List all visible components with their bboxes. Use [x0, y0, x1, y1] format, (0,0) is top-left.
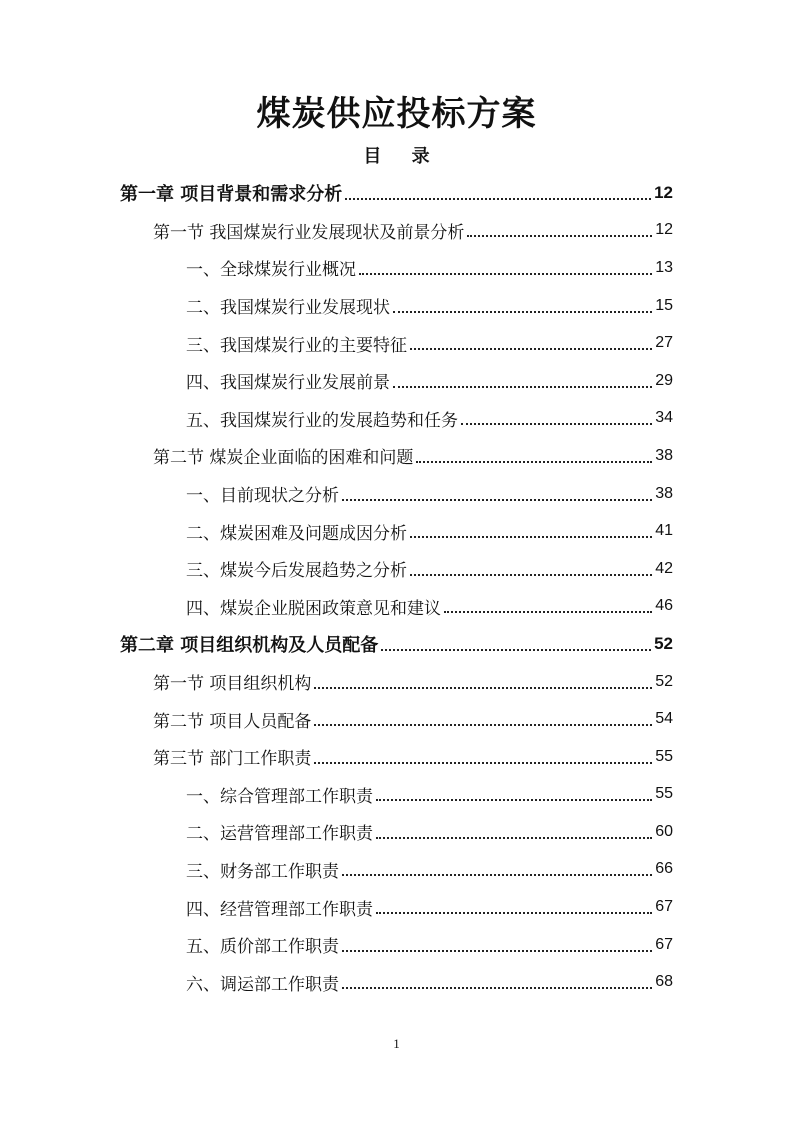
toc-entry-label: 四、经营管理部工作职责	[186, 899, 373, 920]
toc-entry-section[interactable]	[0, 663, 793, 701]
toc-entry-label: 第一节 项目组织机构	[153, 674, 312, 695]
page-number: 1	[393, 1036, 400, 1051]
toc-dot-leader	[393, 386, 652, 388]
toc-entry-chapter-1[interactable]	[0, 174, 793, 212]
toc-dot-leader	[342, 499, 652, 501]
toc-entry-subsection[interactable]	[0, 287, 793, 325]
toc-entry-page: 52	[655, 672, 673, 690]
toc-dot-leader	[376, 837, 652, 839]
toc-entry-subsection[interactable]	[0, 512, 793, 550]
toc-entry-page: 55	[655, 747, 673, 765]
table-of-contents	[0, 174, 793, 1001]
toc-dot-leader	[314, 762, 652, 764]
toc-entry-label: 四、煤炭企业脱困政策意见和建议	[186, 598, 441, 619]
toc-dot-leader	[410, 574, 652, 576]
toc-entry-subsection[interactable]	[0, 776, 793, 814]
toc-entry-label: 一、目前现状之分析	[186, 486, 339, 507]
toc-entry-page: 38	[655, 484, 673, 502]
toc-dot-leader	[342, 987, 652, 989]
toc-dot-leader	[314, 687, 652, 689]
toc-entry-page: 66	[655, 860, 673, 878]
toc-entry-section[interactable]	[0, 700, 793, 738]
document-title: 煤炭供应投标方案	[256, 94, 537, 134]
toc-entry-subsection[interactable]	[0, 888, 793, 926]
toc-entry-subsection[interactable]	[0, 362, 793, 400]
toc-entry-subsection[interactable]	[0, 813, 793, 851]
toc-entry-section[interactable]	[0, 437, 793, 475]
toc-entry-label: 二、运营管理部工作职责	[186, 824, 373, 845]
toc-entry-page: 52	[654, 633, 673, 653]
toc-entry-page: 67	[655, 935, 673, 953]
toc-entry-page: 46	[655, 597, 673, 615]
toc-dot-leader	[342, 874, 652, 876]
toc-entry-subsection[interactable]	[0, 550, 793, 588]
toc-entry-label: 第二节 项目人员配备	[153, 711, 312, 732]
toc-entry-section[interactable]	[0, 212, 793, 250]
toc-entry-page: 29	[655, 371, 673, 389]
toc-dot-leader	[376, 799, 652, 801]
toc-entry-label: 二、我国煤炭行业发展现状	[186, 298, 390, 319]
toc-entry-label: 一、全球煤炭行业概况	[186, 260, 356, 281]
toc-dot-leader	[416, 461, 652, 463]
toc-dot-leader	[342, 950, 652, 952]
toc-entry-subsection[interactable]	[0, 588, 793, 626]
toc-entry-page: 67	[655, 898, 673, 916]
toc-entry-page: 55	[655, 785, 673, 803]
toc-entry-label: 第一章 项目背景和需求分析	[120, 183, 343, 205]
toc-entry-label: 五、我国煤炭行业的发展趋势和任务	[186, 410, 458, 431]
toc-entry-subsection[interactable]	[0, 926, 793, 964]
toc-entry-page: 38	[655, 446, 673, 464]
toc-entry-label: 四、我国煤炭行业发展前景	[186, 373, 390, 394]
toc-entry-label: 二、煤炭困难及问题成因分析	[186, 523, 407, 544]
toc-entry-subsection[interactable]	[0, 851, 793, 889]
toc-entry-page: 60	[655, 822, 673, 840]
toc-entry-label: 第二节 煤炭企业面临的困难和问题	[153, 448, 414, 469]
toc-entry-label: 第二章 项目组织机构及人员配备	[120, 634, 379, 656]
toc-dot-leader	[461, 423, 652, 425]
toc-entry-page: 15	[655, 296, 673, 314]
toc-entry-page: 42	[655, 559, 673, 577]
toc-entry-label: 一、综合管理部工作职责	[186, 786, 373, 807]
toc-dot-leader	[345, 198, 651, 200]
toc-entry-section[interactable]	[0, 738, 793, 776]
toc-entry-chapter-2[interactable]	[0, 625, 793, 663]
toc-entry-page: 13	[655, 258, 673, 276]
toc-entry-label: 六、调运部工作职责	[186, 974, 339, 995]
toc-heading: 目 录	[363, 146, 442, 167]
toc-entry-page: 12	[655, 221, 673, 239]
toc-entry-page: 12	[654, 182, 673, 202]
toc-dot-leader	[444, 611, 652, 613]
toc-entry-page: 68	[655, 973, 673, 991]
toc-dot-leader	[393, 311, 652, 313]
toc-dot-leader	[467, 235, 652, 237]
toc-entry-label: 三、煤炭今后发展趋势之分析	[186, 561, 407, 582]
toc-entry-page: 34	[655, 409, 673, 427]
toc-dot-leader	[410, 536, 652, 538]
toc-entry-label: 三、我国煤炭行业的主要特征	[186, 335, 407, 356]
toc-entry-subsection[interactable]	[0, 475, 793, 513]
toc-entry-label: 三、财务部工作职责	[186, 861, 339, 882]
toc-entry-page: 54	[655, 710, 673, 728]
toc-dot-leader	[359, 273, 652, 275]
toc-entry-subsection[interactable]	[0, 324, 793, 362]
toc-entry-subsection[interactable]	[0, 249, 793, 287]
toc-entry-label: 第一节 我国煤炭行业发展现状及前景分析	[153, 222, 465, 243]
toc-entry-page: 41	[655, 522, 673, 540]
toc-dot-leader	[376, 912, 652, 914]
toc-entry-subsection[interactable]	[0, 400, 793, 438]
toc-entry-page: 27	[655, 334, 673, 352]
toc-entry-label: 五、质价部工作职责	[186, 937, 339, 958]
toc-entry-subsection[interactable]	[0, 963, 793, 1001]
toc-entry-label: 第三节 部门工作职责	[153, 749, 312, 770]
toc-dot-leader	[314, 724, 652, 726]
toc-dot-leader	[381, 649, 651, 651]
toc-dot-leader	[410, 348, 652, 350]
